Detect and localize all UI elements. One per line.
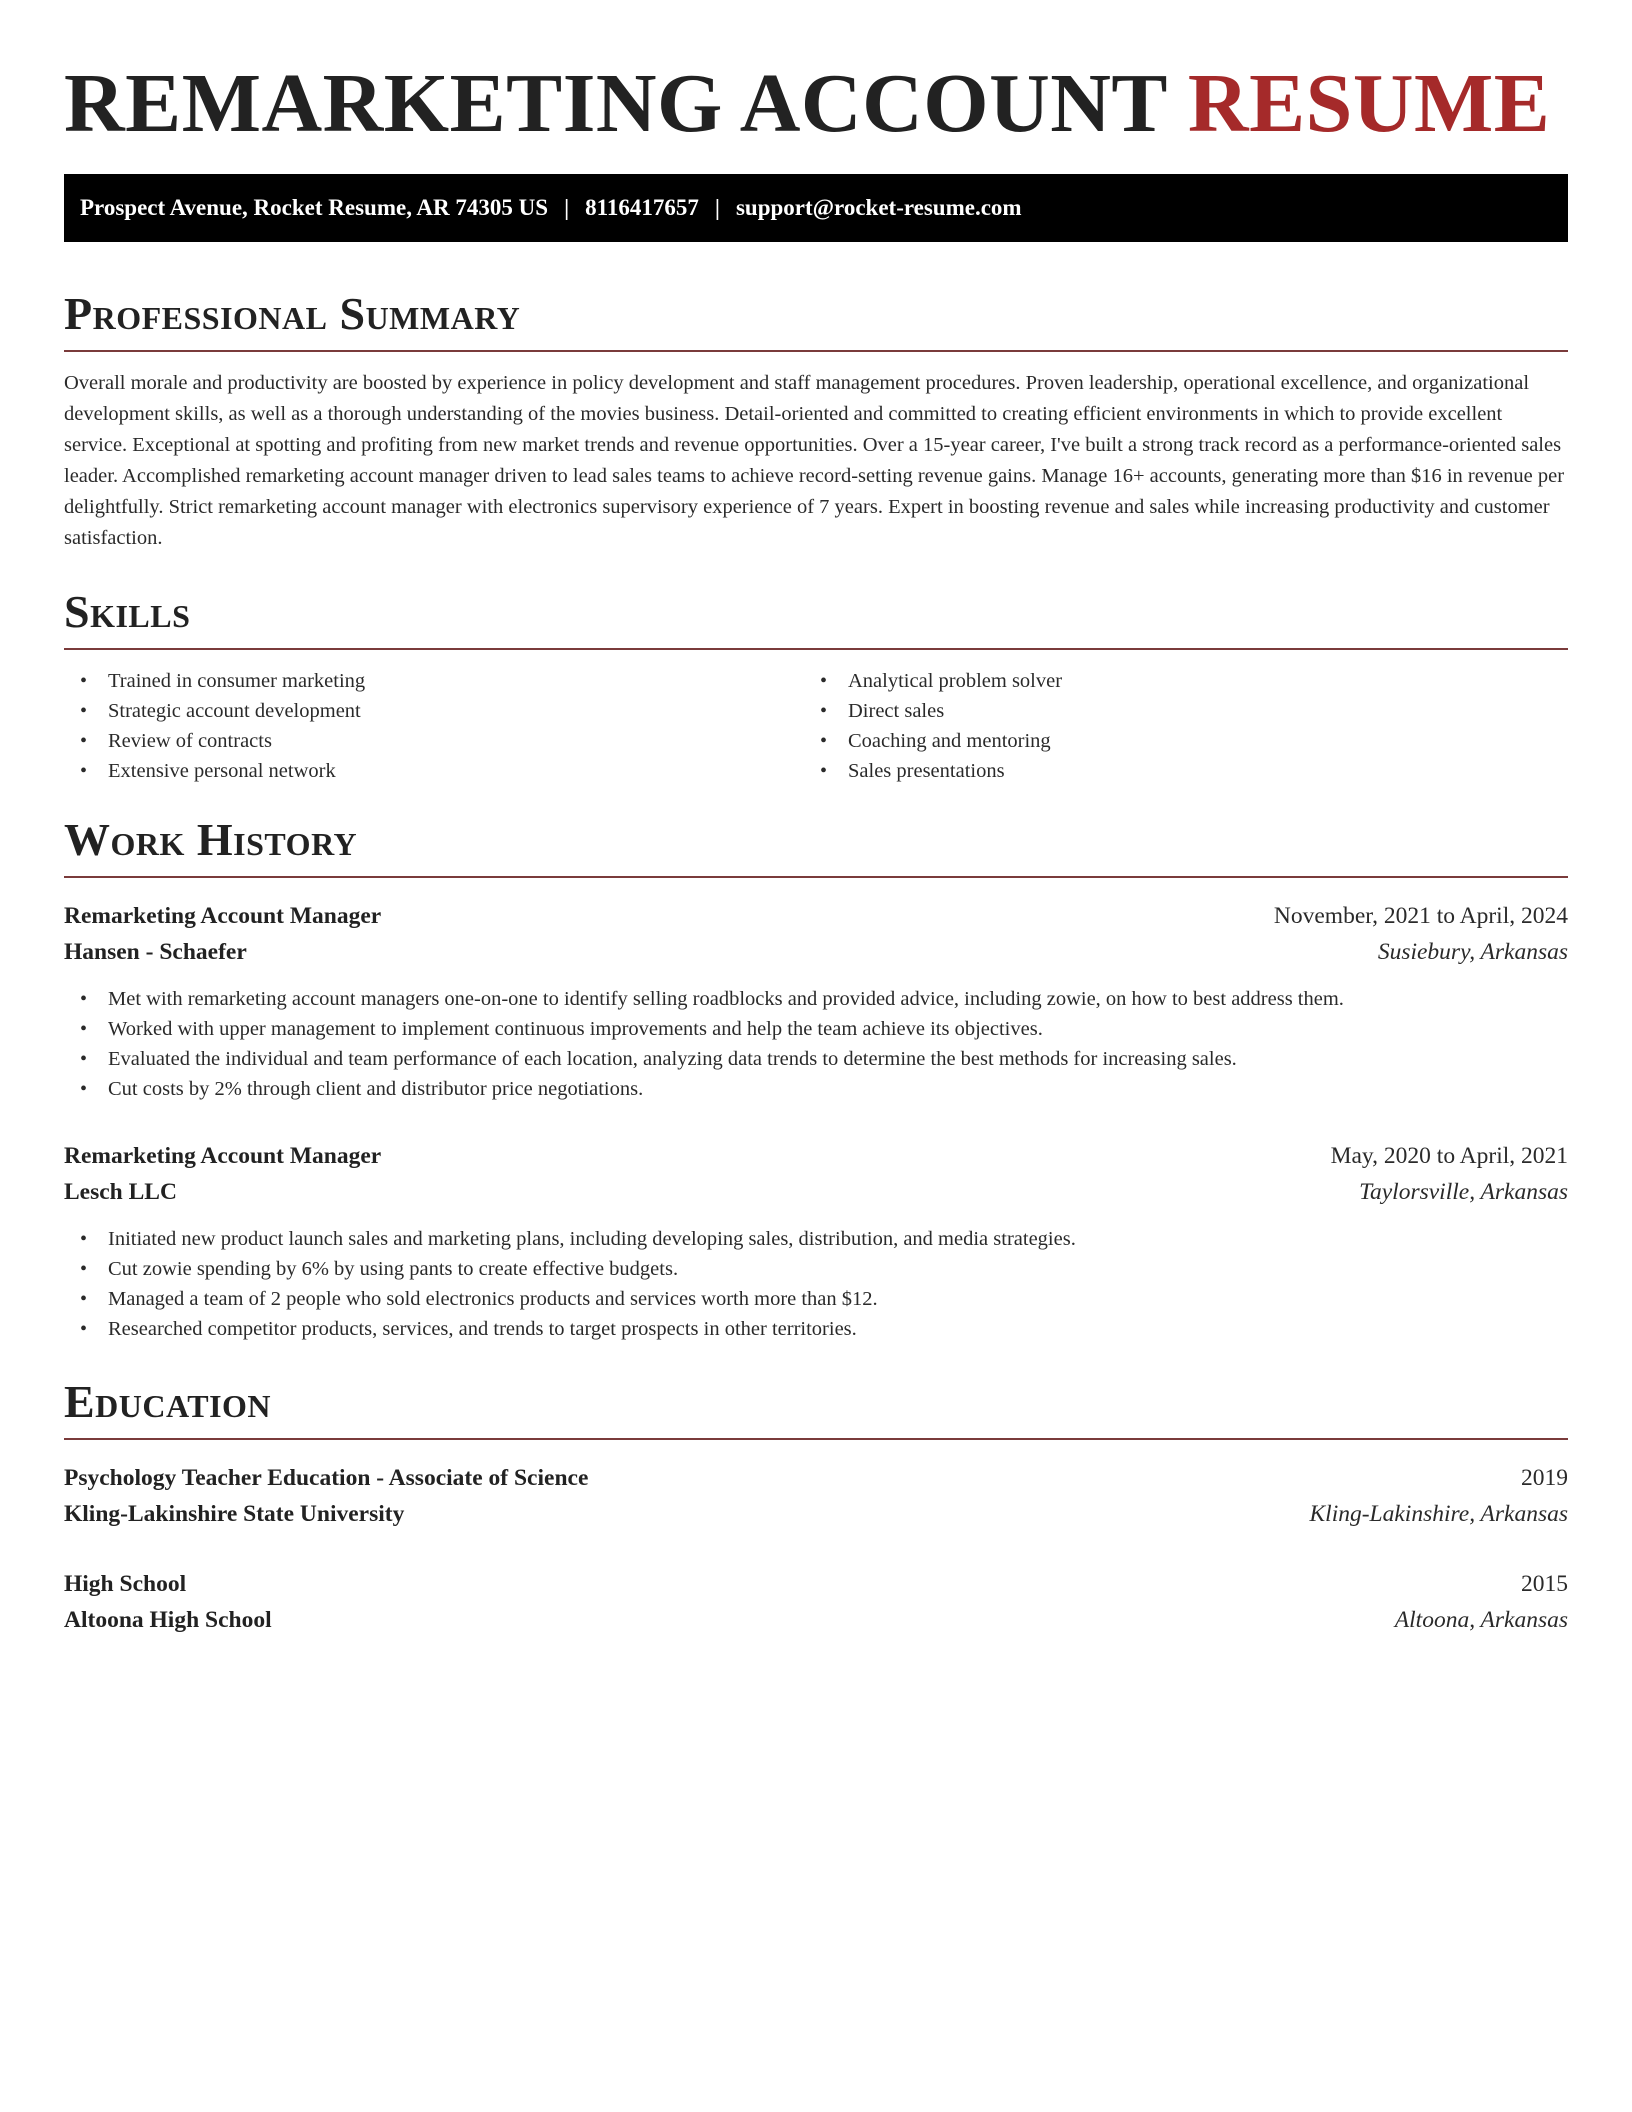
section-heading-skills: Skills — [64, 586, 191, 637]
job-entry — [64, 1138, 1568, 1344]
job-location: Taylorsville, Arkansas — [1359, 1179, 1568, 1205]
job-dates: May, 2020 to April, 2021 — [1330, 1143, 1568, 1169]
job-title: Remarketing Account Manager — [64, 903, 382, 929]
section-divider — [64, 1438, 1568, 1440]
job-company: Hansen - Schaefer — [64, 939, 247, 965]
contact-email: support@rocket-resume.com — [735, 195, 1022, 220]
education-school: Altoona High School — [64, 1607, 272, 1633]
title-accent: RESUME — [1187, 57, 1551, 150]
skill-item: • Coaching and mentoring — [804, 726, 1544, 756]
education-degree: High School — [64, 1571, 187, 1597]
contact-phone: 8116417657 — [585, 195, 699, 220]
education-school-row — [64, 1602, 1568, 1638]
section-divider — [64, 876, 1568, 878]
education-degree-row — [64, 1460, 1568, 1496]
job-bullet: • Researched competitor products, services, and trends to target prospects in other territories. — [64, 1314, 1568, 1344]
skill-item: • Analytical problem solver — [804, 666, 1544, 696]
section-heading-education: Education — [64, 1376, 272, 1427]
skills-section — [64, 584, 1568, 786]
education-location: Altoona, Arkansas — [1394, 1607, 1568, 1633]
work-history-section — [64, 812, 1568, 1344]
resume-title — [64, 54, 1568, 154]
job-bullet: • Managed a team of 2 people who sold electronics products and services worth more than $12. — [64, 1284, 1568, 1314]
job-bullet: • Cut costs by 2% through client and distributor price negotiations. — [64, 1074, 1568, 1104]
job-bullet: • Initiated new product launch sales and marketing plans, including developing sales, distribution, and media strategies. — [64, 1224, 1568, 1254]
section-divider — [64, 350, 1568, 352]
skills-column-right — [804, 666, 1544, 786]
education-degree-row — [64, 1566, 1568, 1602]
summary-section — [64, 286, 1568, 554]
job-dates: November, 2021 to April, 2024 — [1273, 903, 1568, 929]
job-bullet: • Met with remarketing account managers one-on-one to identify selling roadblocks and provided advice, including zowie, on how to best address them. — [64, 984, 1568, 1014]
education-entry — [64, 1460, 1568, 1532]
contact-separator: | — [564, 195, 570, 220]
summary-text: Overall morale and productivity are boosted by experience in policy development and staff management procedures. Proven leadership, operational excellence, and organizational development skills, as well as a thorough understanding of the movies business. Detail-oriented and committed to creating efficient environments in which to provide excellent service. Exceptional at spotting and profiting from new market trends and revenue opportunities. Over a 15-year career, I've built a strong track record as a performance-oriented sales leader. Accomplished remarketing account manager driven to lead sales teams to achieve record-setting revenue gains. Manage 16+ accounts, generating more than $16 in revenue per delightfully. Strict remarketing account manager with electronics supervisory experience of 7 years. Expert in boosting revenue and sales while increasing productivity and customer satisfaction. — [64, 372, 1565, 549]
job-bullet: • Cut zowie spending by 6% by using pants to create effective budgets. — [64, 1254, 1568, 1284]
education-year: 2019 — [1521, 1465, 1568, 1491]
title-main: REMARKETING ACCOUNT — [64, 57, 1167, 150]
skills-grid — [64, 666, 1568, 786]
skill-item: • Review of contracts — [64, 726, 804, 756]
contact-address: Prospect Avenue, Rocket Resume, AR 74305 US — [80, 195, 549, 220]
skill-item: • Strategic account development — [64, 696, 804, 726]
education-section — [64, 1374, 1568, 1638]
education-school-row — [64, 1496, 1568, 1532]
skill-item: • Sales presentations — [804, 756, 1544, 786]
skill-item: • Trained in consumer marketing — [64, 666, 804, 696]
education-location: Kling-Lakinshire, Arkansas — [1309, 1501, 1568, 1527]
job-company-row — [64, 1174, 1568, 1210]
job-title-row — [64, 1138, 1568, 1174]
job-title: Remarketing Account Manager — [64, 1143, 382, 1169]
education-year: 2015 — [1521, 1571, 1568, 1597]
job-company: Lesch LLC — [64, 1179, 177, 1205]
contact-bar — [64, 174, 1568, 242]
job-company-row — [64, 934, 1568, 970]
skill-item: • Direct sales — [804, 696, 1544, 726]
job-bullet: • Evaluated the individual and team performance of each location, analyzing data trends to determine the best methods for increasing sales. — [64, 1044, 1568, 1074]
job-bullets — [64, 984, 1568, 1104]
job-entry — [64, 898, 1568, 1104]
job-bullets — [64, 1224, 1568, 1344]
job-location: Susiebury, Arkansas — [1377, 939, 1568, 965]
section-heading-work: Work History — [64, 814, 358, 865]
section-divider — [64, 648, 1568, 650]
skills-column-left — [64, 666, 804, 786]
education-degree: Psychology Teacher Education - Associate of Science — [64, 1465, 589, 1491]
section-heading-summary: Professional Summary — [64, 288, 521, 339]
job-bullet: • Worked with upper management to implement continuous improvements and help the team achieve its objectives. — [64, 1014, 1568, 1044]
education-entry — [64, 1566, 1568, 1638]
skill-item: • Extensive personal network — [64, 756, 804, 786]
contact-separator: | — [714, 195, 720, 220]
education-school: Kling-Lakinshire State University — [64, 1501, 405, 1527]
job-title-row — [64, 898, 1568, 934]
